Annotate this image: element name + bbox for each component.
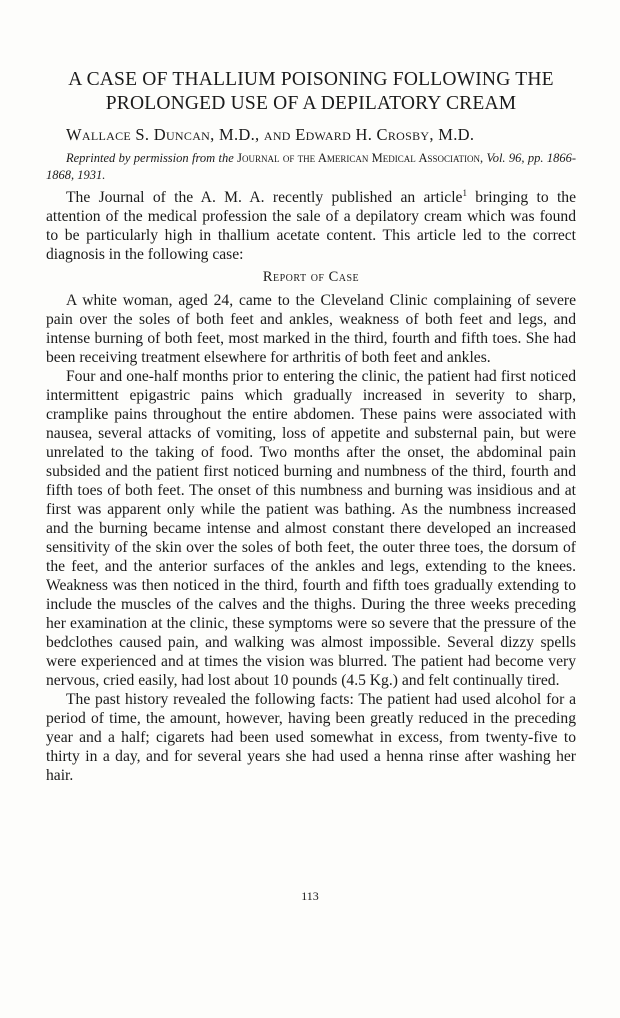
reprint-citation: Vol. 96, pp. 1866-1868, 1931.	[46, 151, 576, 182]
paragraph-3: The past history revealed the following facts: The patient had used alcohol for a period of time, the amount, however, having been greatly reduced in the preceding year and a half; cigarets had been used somewhat in excess, from twenty-five to thirty in a day, and for several years she had used a henna rinse after washing her hair.	[46, 691, 576, 784]
intro-rest: bringing to the attention of the medical profession the sale of a depilatory cream which was found to be particularly high in thallium acetate content. This article led to the correct diagnosis in the following case:	[46, 189, 577, 263]
intro-paragraph	[46, 188, 576, 264]
authors: Wallace S. Duncan, M.D., and Edward H. Crosby, M.D.	[66, 125, 475, 144]
reprint-note	[46, 150, 576, 184]
reprint-journal: Journal of the American Medical Association,	[237, 151, 484, 165]
paragraph-1: A white woman, aged 24, came to the Cleveland Clinic complaining of severe pain over the soles of both feet and ankles, weakness of both feet and legs, and intense burning of both feet, most marked in the third, fourth and fifth toes. She had been receiving treatment elsewhere for arthritis of both feet and ankles.	[46, 292, 576, 366]
section-heading: Report of Case	[262, 269, 360, 285]
paragraph-2: Four and one-half months prior to entering the clinic, the patient had first noticed intermittent epigastric pains which gradually increased in severity to sharp, cramplike pains throughout the entire abdomen. These pains were associated with nausea, several attacks of vomiting, loss of appetite and substernal pain, but were unrelated to the taking of food. Two months after the onset, the abdominal pain subsided and the patient first noticed burning and numbness of the third, fourth and fifth toes of both feet. The onset of this numbness and burning was insidious and at first was apparent only while the patient was bathing. As the numbness increased and the burning became intense and almost constant there developed an increased sensitivity of the skin over the soles of both feet, the outer three toes, the dorsum of the feet, and the anterior surfaces of the ankles and legs, extending to the knees. Weakness was then noticed in the third, fourth and fifth toes gradually extending to include the muscles of the calves and the thighs. During the three weeks preceding her examination at the clinic, these symptoms were so severe that the pressure of the bedclothes caused pain, and walking was almost impossible. Several dizzy spells were experienced and at times the vision was blurred. The patient had become very nervous, cried easily, had lost about 10 pounds (4.5 Kg.) and felt continually tired.	[46, 368, 576, 689]
article-title	[46, 68, 576, 116]
title-line-2: PROLONGED USE OF A DEPILATORY CREAM	[105, 93, 517, 114]
title-line-1: A CASE OF THALLIUM POISONING FOLLOWING THE	[68, 69, 554, 90]
intro-text: The Journal of the A. M. A. recently published an article	[66, 189, 463, 206]
article-page	[46, 68, 576, 785]
footnote-marker: 1	[462, 187, 467, 198]
page-number: 113	[301, 889, 319, 903]
reprint-prefix: Reprinted by permission from the	[66, 151, 234, 165]
